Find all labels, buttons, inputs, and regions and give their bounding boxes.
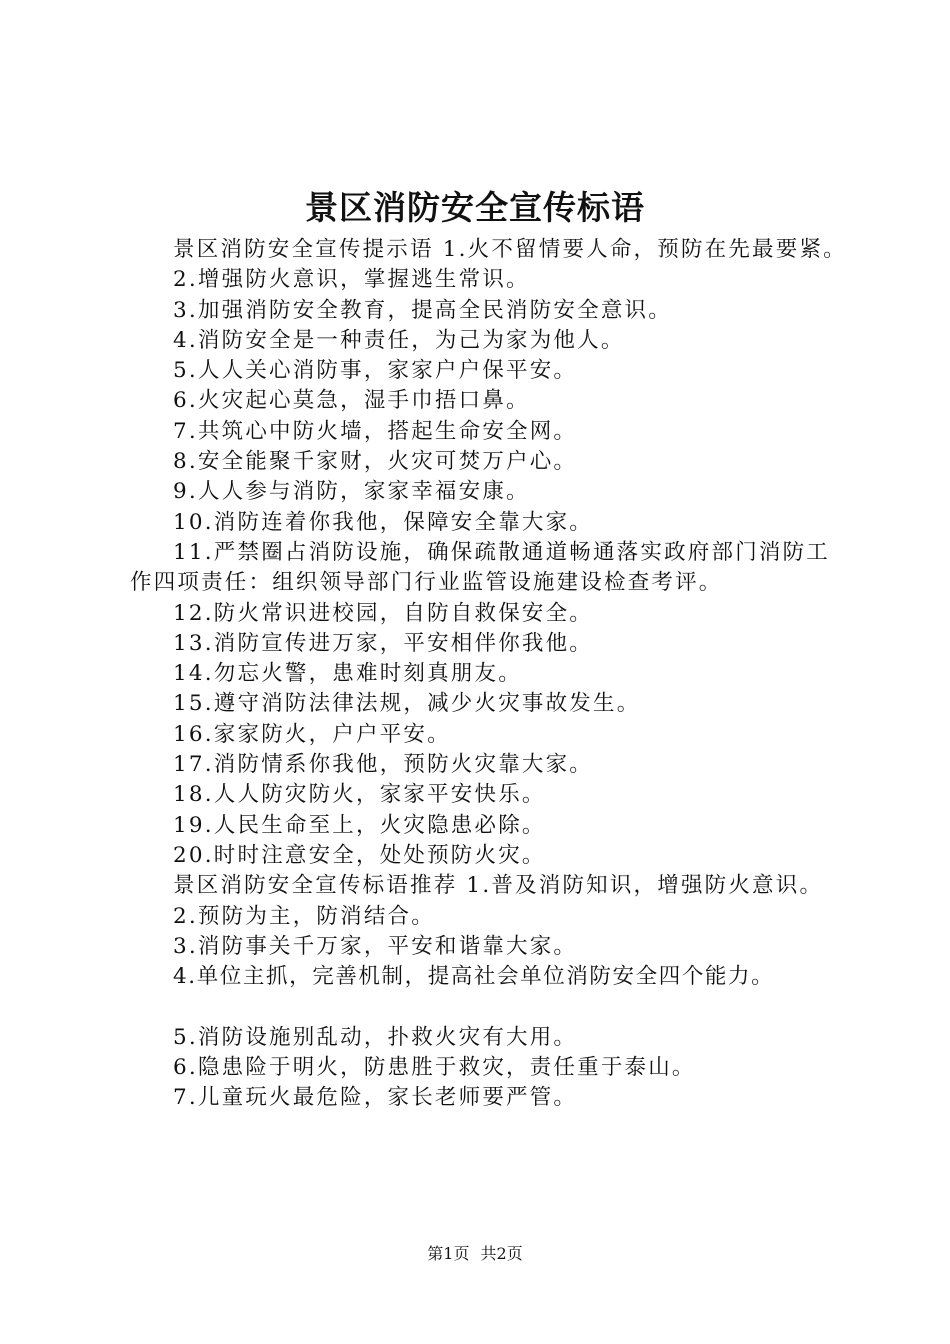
paragraph: 7.儿童玩火最危险，家长老师要严管。 [173,1085,578,1111]
paragraph: 12.防火常识进校园，自防自救保安全。 [173,600,593,626]
paragraph: 2.预防为主，防消结合。 [173,903,435,929]
paragraph: 4.消防安全是一种责任，为己为家为他人。 [173,327,625,353]
paragraph: 5.消防设施别乱动，扑救火灾有大用。 [173,1024,578,1050]
paragraph: 景区消防安全宣传标语推荐 1.普及消防知识，增强防火意识。 [173,873,824,899]
paragraph: 16.家家防火，户户平安。 [173,721,451,747]
page-number: 第1页 [427,1244,470,1263]
paragraph: 8.安全能聚千家财，火灾可焚万户心。 [173,449,578,475]
paragraph: 7.共筑心中防火墙，搭起生命安全网。 [173,418,578,444]
paragraph: 18.人人防灾防火，家家平安快乐。 [173,782,546,808]
paragraph: 5.人人关心消防事，家家户户保平安。 [173,358,578,384]
paragraph: 4.单位主抓，完善机制，提高社会单位消防安全四个能力。 [173,964,775,990]
paragraph: 景区消防安全宣传提示语 1.火不留情要人命，预防在先最要紧。 [173,237,847,262]
page-footer [0,1242,950,1266]
paragraph: 11.严禁圈占消防设施，确保疏散通道畅通落实政府部门消防工作四项责任：组织领导部门行业监管设施建设检查考评。 [130,539,830,596]
page-total: 共2页 [480,1244,523,1263]
document-body [130,235,850,1114]
paragraph: 13.消防宣传进万家，平安相伴你我他。 [173,630,593,656]
paragraph: 9.人人参与消防，家家幸福安康。 [173,479,530,505]
paragraph: 20.时时注意安全，处处预防火灾。 [173,842,546,868]
paragraph: 2.增强防火意识，掌握逃生常识。 [173,267,530,293]
paragraph: 6.火灾起心莫急，湿手巾捂口鼻。 [173,388,530,414]
paragraph: 19.人民生命至上，火灾隐患必除。 [173,812,546,838]
paragraph: 15.遵守消防法律法规，减少火灾事故发生。 [173,691,641,717]
paragraph: 14.勿忘火警，患难时刻真朋友。 [173,661,522,687]
paragraph: 10.消防连着你我他，保障安全靠大家。 [173,509,593,535]
paragraph: 6.隐患险于明火，防患胜于救灾，责任重于泰山。 [173,1055,696,1081]
paragraph: 17.消防情系你我他，预防火灾靠大家。 [173,752,593,778]
paragraph: 3.加强消防安全教育，提高全民消防安全意识。 [173,297,672,323]
paragraph: 3.消防事关千万家，平安和谐靠大家。 [173,933,578,959]
document-title: 景区消防安全宣传标语 [305,188,645,227]
paragraph-spacer [130,992,850,1022]
